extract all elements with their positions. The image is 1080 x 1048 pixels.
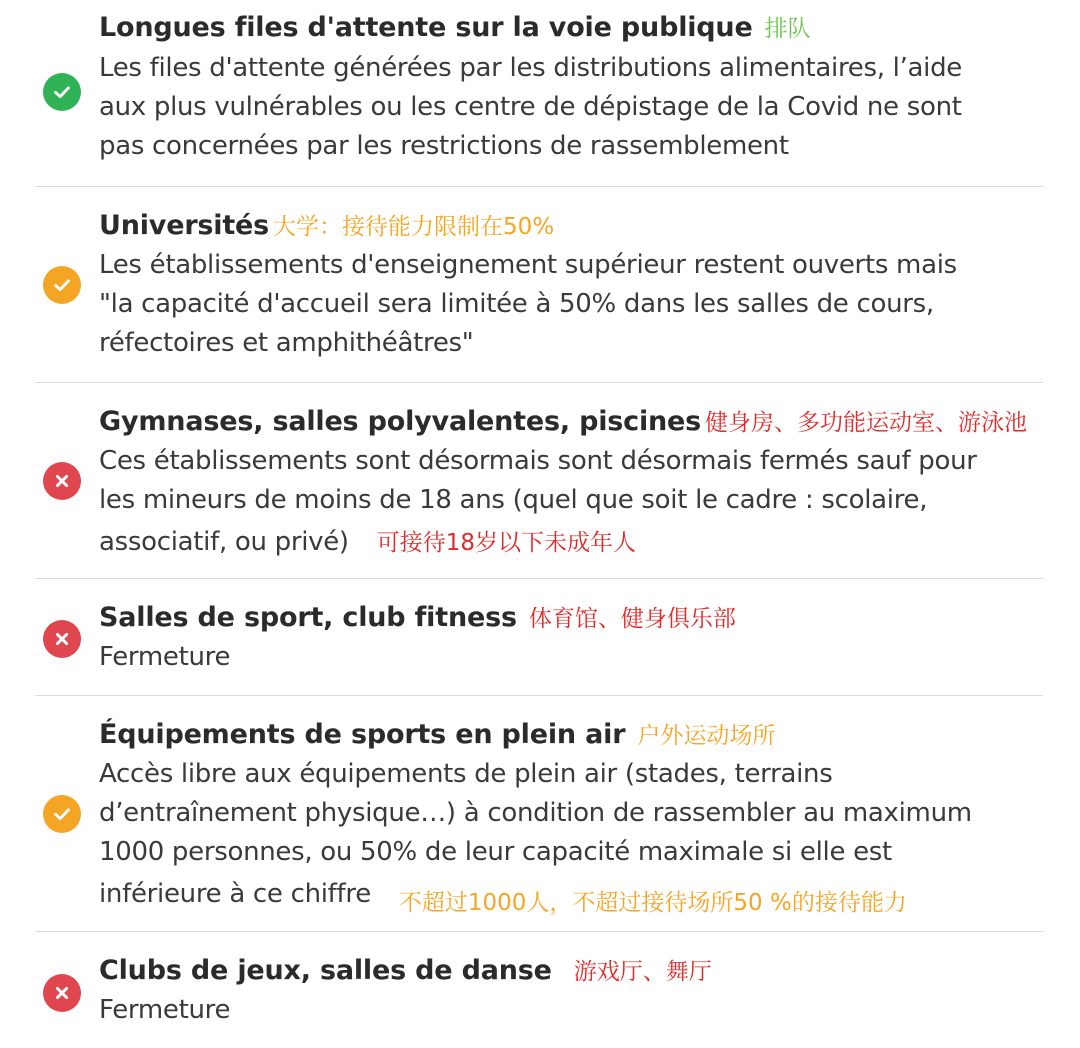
check-circle-icon: [43, 73, 81, 111]
item-title: Équipements de sports en plein air: [99, 719, 626, 750]
list-item: [35, 383, 1043, 579]
list-item: [35, 696, 1043, 932]
item-desc-text: inférieure à ce chiffre: [99, 879, 371, 909]
item-title: Salles de sport, club fitness: [99, 602, 517, 633]
item-title-line: [99, 208, 554, 241]
item-desc-line: pas concernées par les restrictions de rassemblement: [99, 131, 789, 161]
item-desc-line: Les établissements d'enseignement supérieur restent ouverts mais: [99, 250, 957, 280]
item-title-line: [99, 717, 775, 750]
item-note: 游戏厅、舞厅: [573, 959, 712, 985]
list-item: [35, 579, 1043, 696]
item-desc-note: 可接待18岁以下未成年人: [376, 530, 637, 556]
item-desc-line: d’entraînement physique…) à condition de rassembler au maximum: [99, 798, 972, 828]
list-item: [35, 932, 1043, 1048]
item-desc-line: Accès libre aux équipements de plein air (stades, terrains: [99, 759, 833, 789]
item-desc-line: réfectoires et amphithéâtres": [99, 328, 474, 358]
item-title: Longues files d'attente sur la voie publique: [99, 12, 753, 43]
item-note: 体育馆、健身俱乐部: [528, 606, 736, 632]
item-desc-line: [99, 524, 636, 557]
item-note: 户外运动场所: [637, 723, 776, 749]
item-title-line: [99, 10, 811, 43]
item-desc-line: [99, 876, 907, 916]
x-circle-icon: [43, 974, 81, 1012]
item-desc-line: aux plus vulnérables ou les centre de dépistage de la Covid ne sont: [99, 92, 962, 122]
list-item: [35, 0, 1043, 187]
item-desc-note: 不超过1000人，不超过接待场所50 %的接待能力: [398, 890, 907, 916]
item-desc-line: Fermeture: [99, 642, 231, 672]
item-desc-line: les mineurs de moins de 18 ans (quel que soit le cadre : scolaire,: [99, 485, 928, 515]
item-desc-line: Ces établissements sont désormais sont désormais fermés sauf pour: [99, 446, 977, 476]
list-item: [35, 187, 1043, 383]
item-title: Gymnases, salles polyvalentes, piscines: [99, 406, 702, 437]
item-note: 健身房、多功能运动室、游泳池: [705, 410, 1028, 436]
item-note: 大学：接待能力限制在50%: [273, 214, 555, 240]
item-title: Universités: [99, 210, 270, 241]
check-circle-icon: [43, 266, 81, 304]
x-circle-icon: [43, 620, 81, 658]
item-note: 排队: [764, 16, 811, 42]
item-desc-line: "la capacité d'accueil sera limitée à 50% dans les salles de cours,: [99, 289, 934, 319]
item-desc-line: Les files d'attente générées par les distributions alimentaires, l’aide: [99, 53, 963, 83]
item-title-line: [99, 600, 736, 633]
x-circle-icon: [43, 462, 81, 500]
item-desc-line: Fermeture: [99, 995, 231, 1025]
item-desc-text: associatif, ou privé): [99, 527, 349, 557]
check-circle-icon: [43, 795, 81, 833]
item-title-line: [99, 953, 712, 986]
item-desc-line: 1000 personnes, ou 50% de leur capacité maximale si elle est: [99, 837, 892, 867]
item-title: Clubs de jeux, salles de danse: [99, 955, 552, 986]
item-title-line: [99, 404, 1027, 437]
